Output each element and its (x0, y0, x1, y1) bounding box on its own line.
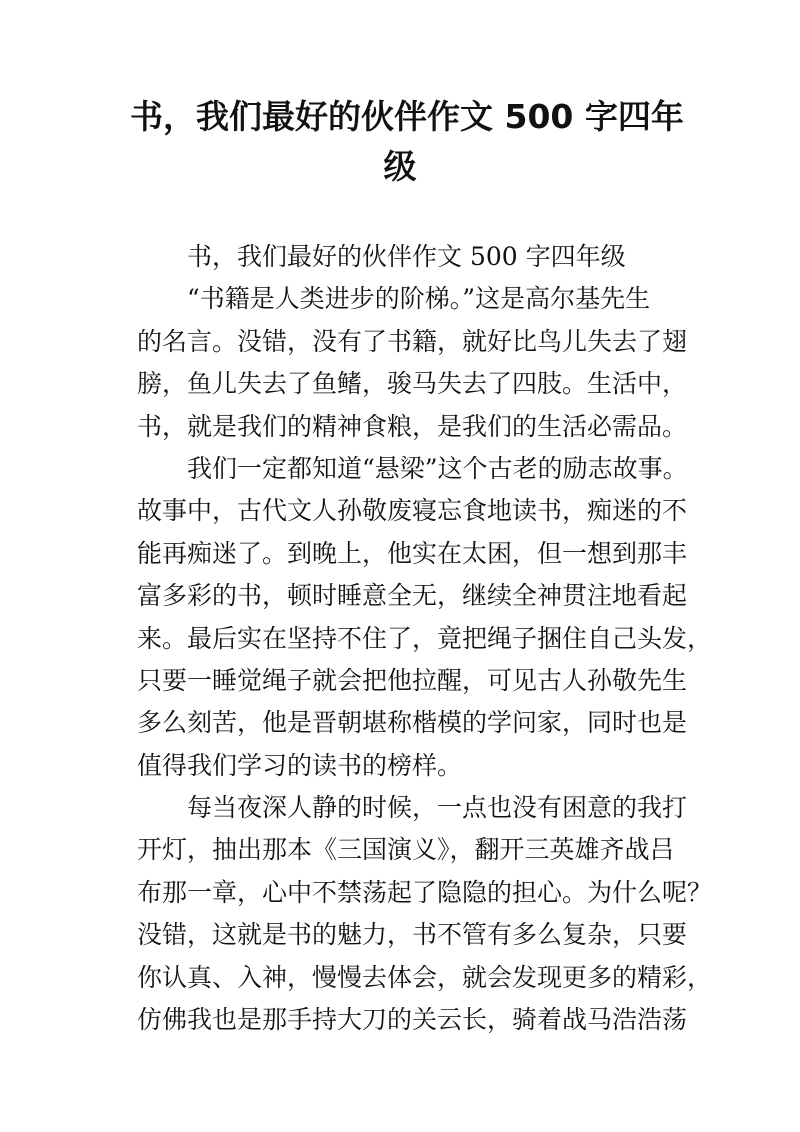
document-body (137, 236, 713, 1041)
paragraph-first-line: 书，我们最好的伙伴作文 500 字四年级 (187, 242, 626, 271)
paragraph-first-line: 我们一定都知道“悬梁”这个古老的励志故事。 (187, 453, 688, 483)
paragraph-line: 来。最后实在坚持不住了，竟把绳子捆住自己头发， (137, 623, 713, 653)
title-line: 级 (383, 147, 417, 186)
paragraph-line: 书，就是我们的精神食粮，是我们的生活必需品。 (137, 411, 688, 441)
paragraph-line: 能再痴迷了。到晚上，他实在太困，但一想到那丰 (137, 538, 688, 568)
paragraph-line: 你认真、入神，慢慢去体会，就会发现更多的精彩， (137, 962, 713, 992)
paragraph-line: 没错，这就是书的魅力，书不管有多么复杂，只要 (137, 920, 688, 950)
paragraph-line: 富多彩的书，顿时睡意全无，继续全神贯注地看起 (137, 581, 688, 611)
paragraph-line: 布那一章，心中不禁荡起了隐隐的担心。为什么呢？ (137, 877, 713, 907)
paragraph-first-line: 每当夜深人静的时候，一点也没有困意的我打 (187, 793, 688, 823)
paragraph-line: 开灯，抽出那本《三国演义》，翻开三英雄齐战吕 (137, 835, 675, 865)
title-line: 书，我们最好的伙伴作文 500 字四年 (130, 97, 684, 136)
paragraph-line: 仿佛我也是那手持大刀的关云长，骑着战马浩浩荡 (137, 1005, 688, 1035)
paragraph-line: 的名言。没错，没有了书籍，就好比鸟儿失去了翅 (137, 326, 688, 356)
paragraph-line: 多么刻苦，他是晋朝堪称楷模的学问家，同时也是 (137, 708, 688, 738)
paragraph-line: 值得我们学习的读书的榜样。 (137, 750, 463, 780)
paragraph-first-line: “书籍是人类进步的阶梯。”这是高尔基先生 (187, 284, 651, 314)
paragraph-line: 故事中，古代文人孙敬废寝忘食地读书，痴迷的不 (137, 496, 688, 526)
paragraph-line: 膀，鱼儿失去了鱼鳍，骏马失去了四肢。生活中， (137, 369, 688, 399)
paragraph-line: 只要一睡觉绳子就会把他拉醒，可见古人孙敬先生 (137, 665, 688, 695)
document-title (130, 92, 684, 192)
